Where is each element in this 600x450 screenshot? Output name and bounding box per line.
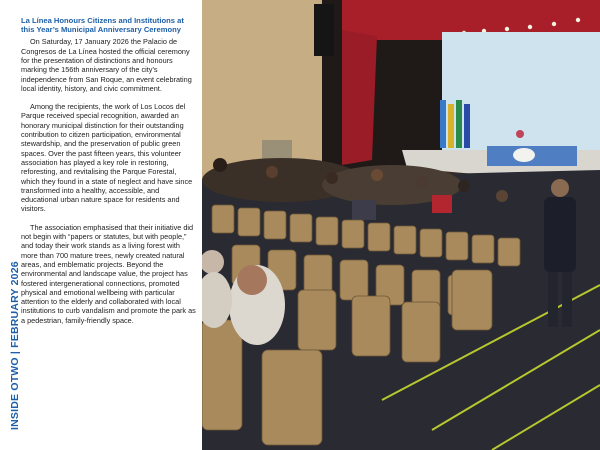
flag-icon (464, 104, 470, 148)
flag-icon (440, 100, 446, 148)
auditorium-illustration (202, 0, 600, 450)
spine-label: INSIDE OTWO | FEBRUARY 2026 (9, 261, 21, 430)
article-title: La Línea Honours Citizens and Institutions at this Year’s Municipal Anniversary Ceremony (21, 16, 184, 35)
ceremony-photo (202, 0, 600, 450)
flag-icon (456, 100, 462, 148)
speaker-icon (314, 4, 334, 56)
article-paragraph-1: On Saturday, 17 January 2026 the Palacio de Congresos de La Línea hosted the official ceremony for the presentation of distinctions and honours marking the 156th anniversary of the city’s independence from San Roque, an event celebrating local identity, history, and civic commitment. (21, 37, 192, 93)
article (21, 16, 196, 334)
flower-arrangement (513, 148, 535, 162)
flag-icon (448, 104, 454, 148)
side-curtain (342, 30, 377, 165)
article-paragraph-2: Among the recipients, the work of Los Locos del Parque received special recognition, awarded an honorary municipal distinction for their outstanding contribution to citizen participation, environmental stewardship, and the preservation of public green spaces. Over the past fifteen years, this volunteer association has played a key role in restoring, reforesting, and revitalising the Parque Forestal, which they found in a state of neglect and have since transformed into a healthy, accessible, and educational urban nature space for residents and visitors. (21, 102, 193, 214)
spine (0, 0, 21, 450)
person-icon (516, 130, 524, 138)
article-paragraph-3: The association emphasised that their initiative did not begin with “papers or statutes, but with people,” and today their work stands as a living forest with more than 700 mature trees, newly created natural areas, and emblematic projects. Beyond the environmental and landscape value, the project has fostered intergenerational connections, promoted physical and emotional wellbeing with particular attention to the elderly and collaborated with local institutions to curb vandalism and promote the park as a pedestrian, family-friendly space. (21, 222, 196, 325)
